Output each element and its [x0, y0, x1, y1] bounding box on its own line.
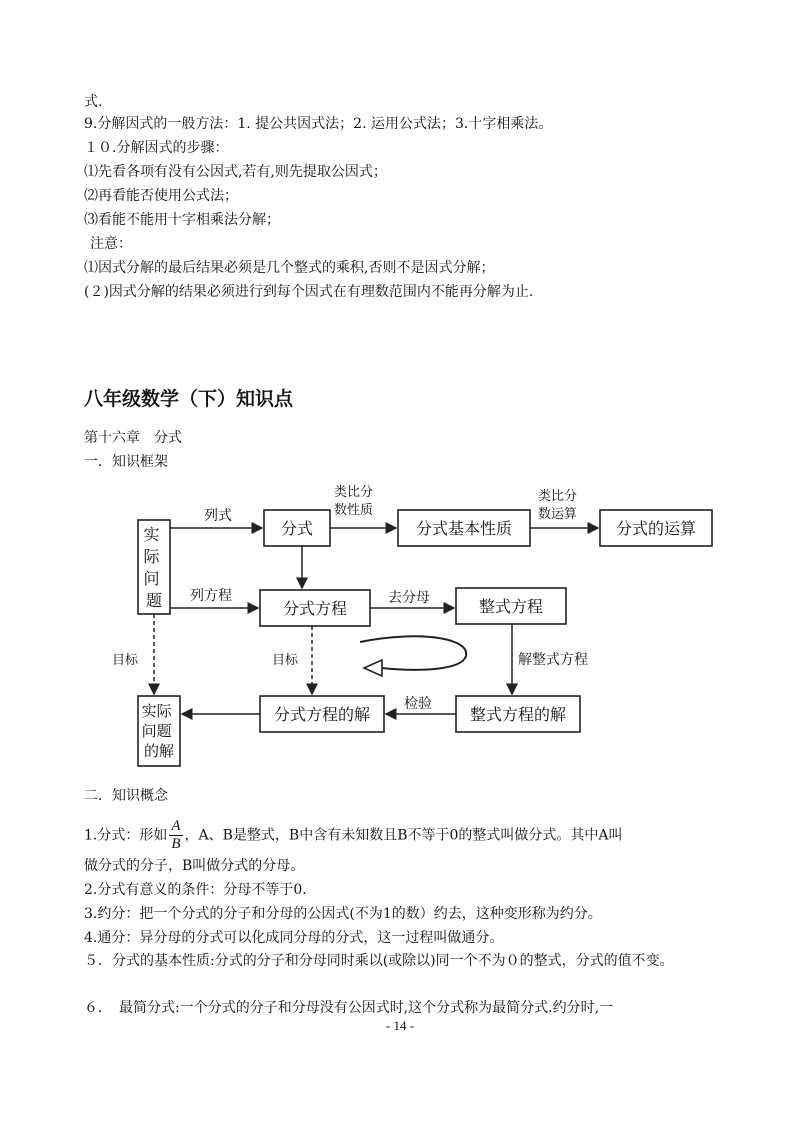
analogy1-label: 类比分 数性质 — [334, 485, 374, 518]
text-line: ⑴因式分解的最后结果必须是几个整式的乘积,否则不是因式分解； — [84, 260, 495, 276]
concept-4: 4.通分：异分母的分式可以化成同分母的分式，这一过程叫做通分。 — [84, 930, 504, 946]
solve-label: 解整式方程 — [518, 652, 588, 668]
text-line: 9.分解因式的一般方法：1. 提公共因式法；2. 运用公式法；3.十字相乘法。 — [84, 116, 553, 132]
section-title: 一．知识框架 — [84, 454, 168, 470]
concept-1-cont: 做分式的分子，B叫做分式的分母。 — [84, 858, 305, 874]
target1-label: 目标 — [112, 653, 139, 668]
knowledge-framework-diagram — [0, 470, 800, 770]
text-line: 式. — [84, 94, 103, 110]
concept-1: 1.分式：形如 $\frac{A}{B}$ ，A、B是整式，B中含有未知数且B不等于0的整式叫做分式。其中A叫 — [84, 818, 623, 852]
qufenmu-label: 去分母 — [388, 590, 430, 606]
check-label: 检验 — [404, 696, 432, 712]
concept-3: 3.约分：把一个分式的分子和分母的公因式(不为1的数）约去，这种变形称为约分。 — [84, 906, 602, 922]
text-line: ⑶看能不能用十字相乘法分解； — [84, 212, 280, 228]
chapter-title: 第十六章 分式 — [84, 430, 182, 446]
lieshi-label: 列式 — [204, 508, 232, 524]
actual-problem-label: 实 际 问 题 — [143, 525, 163, 610]
section-title: 二．知识概念 — [84, 788, 168, 804]
target2-label: 目标 — [272, 653, 299, 668]
text-line: (２)因式分解的结果必须进行到每个因式在有理数范围内不能再分解为止. — [84, 284, 534, 300]
note-label: 注意： — [90, 236, 132, 252]
fraction-label: 分式 — [280, 519, 314, 538]
text-line: ⑵再看能否使用公式法； — [84, 188, 238, 204]
fraction-a-over-b: $\frac{A}{B}$ — [171, 818, 181, 852]
analogy2-label: 类比分 数运算 — [538, 489, 578, 522]
integral-eq-solution-label: 整式方程的解 — [469, 705, 567, 724]
fraction-eq-label: 分式方程 — [282, 599, 348, 618]
page-heading: 八年级数学（下）知识点 — [84, 388, 294, 410]
concept-6: ６． 最简分式:一个分式的分子和分母没有公因式时,这个分式称为最简分式.约分时,一 — [84, 1000, 614, 1016]
fraction-property-label: 分式基本性质 — [415, 519, 513, 538]
fraction-ops-label: 分式的运算 — [615, 519, 697, 538]
page-number: - 14 - — [385, 1018, 415, 1033]
text-line: ⑴先看各项有没有公因式,若有,则先提取公因式； — [84, 164, 387, 180]
lie-fangcheng-label: 列方程 — [190, 588, 232, 604]
integral-eq-label: 整式方程 — [478, 597, 544, 616]
text-line: １０.分解因式的步骤： — [84, 140, 229, 156]
curved-arrow-head — [364, 660, 382, 676]
actual-solution-label: 实际 问题 的解 — [141, 702, 175, 760]
fraction-eq-solution-label: 分式方程的解 — [273, 705, 371, 724]
concept-5: ５．分式的基本性质:分式的分子和分母同时乘以(或除以)同一个不为０的整式，分式的值不变。 — [84, 953, 674, 969]
concept-2: 2.分式有意义的条件：分母不等于0. — [84, 882, 307, 898]
